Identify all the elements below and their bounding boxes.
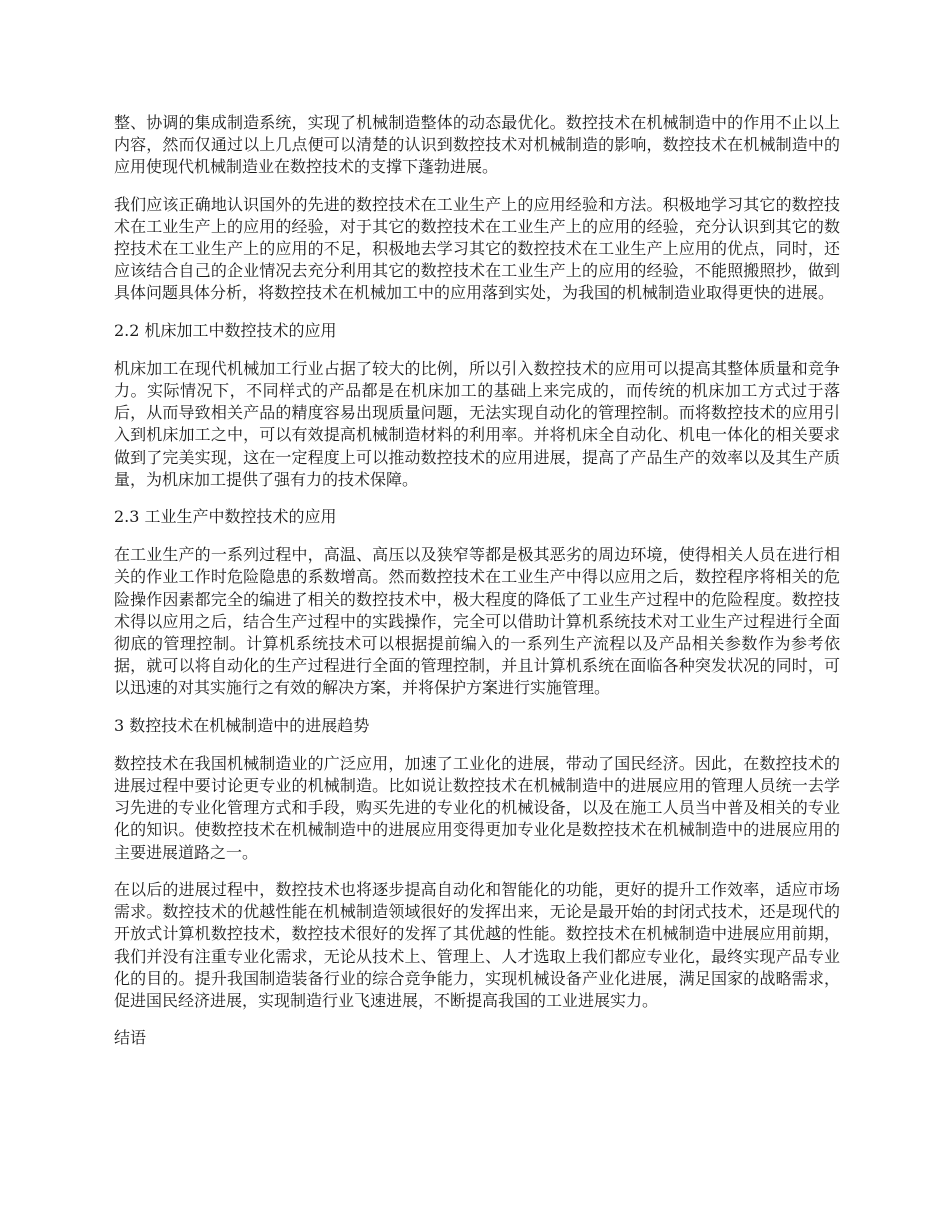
paragraph-3: 机床加工在现代机械加工行业占据了较大的比例，所以引入数控技术的应用可以提高其整体质量和竞争力。实际情况下，不同样式的产品都是在机床加工的基础上来完成的，而传统的机床加工方式过于落后，从而导致相关产品的精度容易出现质量问题，无法实现自动化的管理控制。而将数控技术的应用引入到机床加工之中，可以有效提高机械制造材料的利用率。并将机床全自动化、机电一体化的相关要求做到了完美实现，这在一定程度上可以推动数控技术的应用进展，提高了产品生产的效率以及其生产质量，为机床加工提供了强有力的技术保障。 [114,358,840,489]
document-body [114,112,840,1065]
section-heading-2-2: 2.2 机床加工中数控技术的应用 [114,320,337,340]
section-heading-2-3: 2.3 工业生产中数控技术的应用 [114,507,337,527]
paragraph-6: 在以后的进展过程中，数控技术也将逐步提高自动化和智能化的功能，更好的提升工作效率，适应市场需求。数控技术的优越性能在机械制造领域很好的发挥出来，无论是最开始的封闭式技术，还是现代的开放式计算机数控技术，数控技术很好的发挥了其优越的性能。数控技术在机械制造中进展应用前期，我们并没有注重专业化需求，无论从技术上、管理上、人才选取上我们都应专业化，最终实现产品专业化的目的。提升我国制造装备行业的综合竞争能力，实现机械设备产业化进展，满足国家的战略需求，促进国民经济进展，实现制造行业飞速进展，不断提高我国的工业进展实力。 [114,879,840,1010]
paragraph-4: 在工业生产的一系列过程中，高温、高压以及狭窄等都是极其恶劣的周边环境，使得相关人员在进行相关的作业工作时危险隐患的系数增高。然而数控技术在工业生产中得以应用之后，数控程序将相关的危险操作因素都完全的编进了相关的数控技术中，极大程度的降低了工业生产过程中的危险程度。数控技术得以应用之后，结合生产过程中的实践操作，完全可以借助计算机系统技术对工业生产过程进行全面彻底的管理控制。计算机系统技术可以根据提前编入的一系列生产流程以及产品相关参数作为参考依据，就可以将自动化的生产过程进行全面的管理控制，并且计算机系统在面临各种突发状况的同时，可以迅速的对其实施行之有效的解决方案，并将保护方案进行实施管理。 [114,545,840,698]
paragraph-1: 整、协调的集成制造系统，实现了机械制造整体的动态最优化。数控技术在机械制造中的作用不止以上内容，然而仅通过以上几点便可以清楚的认识到数控技术对机械制造的影响，数控技术在机械制造中的应用使现代机械制造业在数控技术的支撑下蓬勃进展。 [114,113,840,177]
paragraph-5: 数控技术在我国机械制造业的广泛应用，加速了工业化的进展，带动了国民经济。因此，在数控技术的进展过程中要讨论更专业的机械制造。比如说让数控技术在机械制造中的进展应用的管理人员统一去学习先进的专业化管理方式和手段，购买先进的专业化的机械设备，以及在施工人员当中普及相关的专业化的知识。使数控技术在机械制造中的进展应用变得更加专业化是数控技术在机械制造中的进展应用的主要进展道路之一。 [114,753,840,862]
section-heading-conclusion: 结语 [114,1028,147,1048]
paragraph-2: 我们应该正确地认识国外的先进的数控技术在工业生产上的应用经验和方法。积极地学习其它的数控技术在工业生产上的应用的经验，对于其它的数控技术在工业生产上的应用的经验，充分认识到其它的数控技术在工业生产上的应用的不足，积极地去学习其它的数控技术在工业生产上应用的优点，同时，还应该结合自己的企业情况去充分利用其它的数控技术在工业生产上的应用的经验，不能照搬照抄，做到具体问题具体分析，将数控技术在机械加工中的应用落到实处，为我国的机械制造业取得更快的进展。 [114,194,840,303]
section-heading-3: 3 数控技术在机械制造中的进展趋势 [114,715,370,735]
